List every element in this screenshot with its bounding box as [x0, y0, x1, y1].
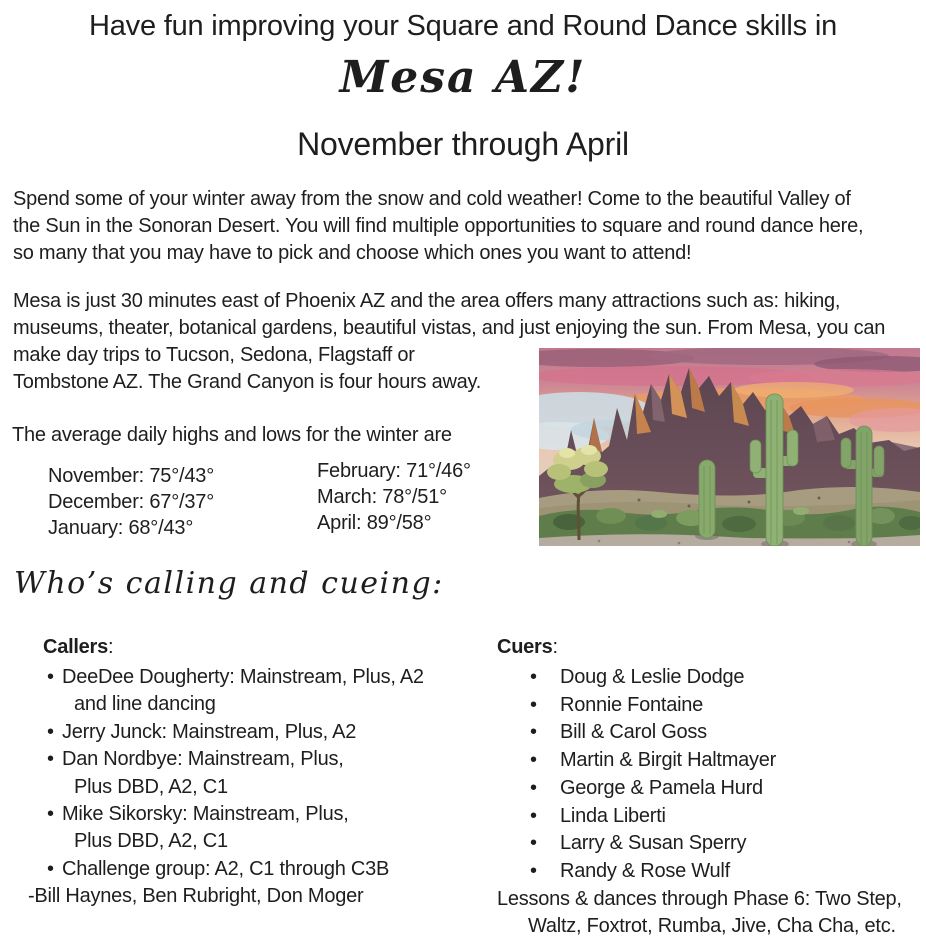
flyer-title: Have fun improving your Square and Round Dance skills in: [88, 10, 838, 42]
cuer-item: • Bill & Carol Goss: [497, 719, 902, 747]
attractions-paragraph-line: make day trips to Tucson, Sedona, Flagstaff or: [13, 344, 415, 366]
intro-paragraph-line: so many that you may have to pick and choose which ones you want to attend!: [13, 242, 692, 264]
location-title: Mesa AZ!: [339, 52, 587, 103]
caller-item-sub: Plus DBD, A2, C1: [74, 775, 228, 798]
attractions-paragraph-line: museums, theater, botanical gardens, beautiful vistas, and just enjoying the sun. From Mesa, you can: [13, 317, 886, 339]
cuer-item: • Linda Liberti: [497, 803, 902, 831]
cuer-item: • Larry & Susan Sperry: [497, 830, 902, 858]
cuers-column: [497, 634, 902, 941]
caller-item-sub: -Bill Haynes, Ben Rubright, Don Moger: [28, 885, 364, 908]
temp-december: December: 67°/37°: [48, 491, 215, 513]
temp-april: April: 89°/58°: [317, 512, 432, 534]
cuer-item: • Randy & Rose Wulf: [497, 858, 902, 886]
cuers-heading: Cuers:: [497, 636, 558, 658]
temp-november: November: 75°/43°: [48, 465, 215, 487]
temp-january: January: 68°/43°: [48, 517, 194, 539]
section-heading: Who’s calling and cueing:: [14, 566, 444, 601]
intro-paragraph-line: Spend some of your winter away from the snow and cold weather! Come to the beautiful Valley of: [13, 188, 851, 210]
cuer-item: • George & Pamela Hurd: [497, 775, 902, 803]
caller-item: • Mike Sikorsky: Mainstream, Plus,: [43, 801, 424, 828]
attractions-paragraph-line: Tombstone AZ. The Grand Canyon is four hours away.: [13, 371, 482, 393]
temps-right-column: [317, 458, 471, 536]
caller-item: • Challenge group: A2, C1 through C3B: [43, 856, 424, 883]
cuer-item: • Ronnie Fontaine: [497, 692, 902, 720]
temp-march: March: 78°/51°: [317, 486, 447, 508]
desert-sunset-photo: [539, 348, 920, 546]
temp-february: February: 71°/46°: [317, 460, 471, 482]
caller-item-sub: and line dancing: [74, 693, 216, 716]
cuer-item: • Doug & Leslie Dodge: [497, 664, 902, 692]
cuers-lessons-note-line: Waltz, Foxtrot, Rumba, Jive, Cha Cha, etc.: [528, 915, 896, 938]
weather-intro: The average daily highs and lows for the winter are: [12, 424, 452, 446]
date-range-subtitle: November through April: [297, 126, 629, 162]
caller-item: • DeeDee Dougherty: Mainstream, Plus, A2: [43, 664, 424, 691]
temps-left-column: [48, 463, 214, 541]
callers-heading: Callers:: [43, 636, 114, 658]
intro-paragraph: [13, 186, 863, 267]
cuer-item: • Martin & Birgit Haltmayer: [497, 747, 902, 775]
caller-item: • Dan Nordbye: Mainstream, Plus,: [43, 746, 424, 773]
caller-item: • Jerry Junck: Mainstream, Plus, A2: [43, 719, 424, 746]
cuers-lessons-note-line: Lessons & dances through Phase 6: Two Step,: [497, 887, 902, 910]
callers-column: [28, 634, 424, 911]
attractions-paragraph-line: Mesa is just 30 minutes east of Phoenix AZ and the area offers many attractions such as: hiking,: [13, 290, 841, 312]
intro-paragraph-line: the Sun in the Sonoran Desert. You will find multiple opportunities to square and round dance here,: [13, 215, 864, 237]
caller-item-sub: Plus DBD, A2, C1: [74, 830, 228, 853]
